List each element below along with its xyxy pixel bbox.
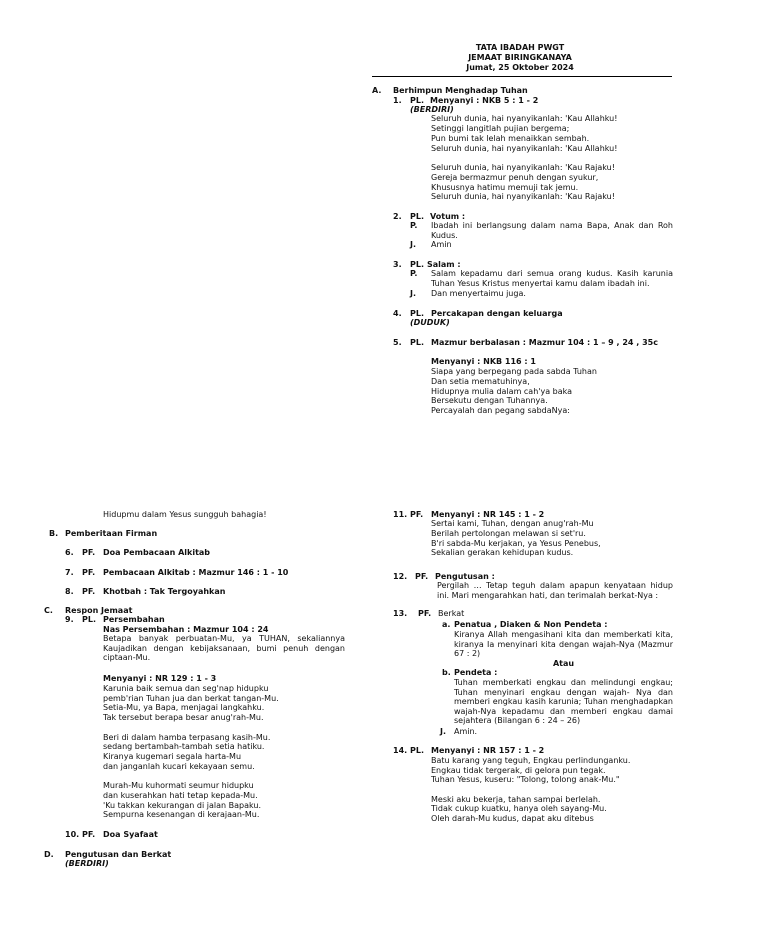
liturgy-text: Amin <box>431 240 452 249</box>
header-date: Jumat, 25 Oktober 2024 <box>466 63 574 72</box>
item-title: Persembahan <box>103 615 165 624</box>
leader-label: PL. <box>410 338 424 347</box>
lyric-line: Seluruh dunia, hai nyanyikanlah: 'Kau Rajaku! <box>431 192 615 201</box>
item-number: 8. <box>65 587 74 596</box>
leader-label: PL. <box>410 260 424 269</box>
leader-label: PL. <box>410 746 424 755</box>
item-number: 11. <box>393 510 408 519</box>
item-title: Khotbah : Tak Tergoyahkan <box>103 587 226 596</box>
leader-label: PF. <box>82 587 96 596</box>
lyric-line: dan janganlah kucari kekayaan semu. <box>103 762 255 771</box>
blessing-text: Kiranya Allah mengasihani kita dan memberkati kita, kiranya Ia menyinari kita dengan wajah-Nya (Mazmur 67 : 2) <box>454 630 673 659</box>
header-title-2: JEMAAT BIRINGKANAYA <box>468 53 572 62</box>
posture-note: (BERDIRI) <box>65 859 109 868</box>
nas-title: Nas Persembahan : Mazmur 104 : 24 <box>103 625 269 634</box>
lyric-line: Pun bumi tak lelah menaikkan sembah. <box>431 134 590 143</box>
lyric-line: Meski aku bekerja, tahan sampai berlelah. <box>431 795 601 804</box>
sub-label: a. <box>442 620 451 629</box>
item-number: 10. <box>65 830 80 839</box>
blessing-text: Tuhan memberkati engkau dan melindungi engkau; Tuhan menyinari engkau dengan wajah- Nya dan memberi engkau kasih karunia; Tuhan menghadapkan wajah-Nya kepadamu dan memberi engkau damai sejahtera (Bilangan 6 : 24 – 26) <box>454 678 673 726</box>
sub-title: Pendeta : <box>454 668 498 677</box>
lyric-line: pemb'rian Tuhan jua dan berkat tangan-Mu. <box>103 694 279 703</box>
section-title: Respon Jemaat <box>65 606 133 615</box>
liturgy-text: Salam kepadamu dari semua orang kudus. Kasih karunia Tuhan Yesus Kristus menyertai kamu dalam ibadah ini. <box>431 269 673 288</box>
leader-label: PL. <box>410 96 424 105</box>
song-title: Menyanyi : NKB 116 : 1 <box>431 357 536 366</box>
section-title: Berhimpun Menghadap Tuhan <box>393 86 528 95</box>
lyric-line: Sertai kami, Tuhan, dengan anug'rah-Mu <box>431 519 594 528</box>
lyric-line: Bersekutu dengan Tuhannya. <box>431 396 548 405</box>
lyric-line: Seluruh dunia, hai nyanyikanlah: 'Kau Allahku! <box>431 144 618 153</box>
item-number: 2. <box>393 212 402 221</box>
leader-label: PF. <box>418 609 432 618</box>
leader-label: PF. <box>82 830 96 839</box>
speaker-label: J. <box>410 289 417 298</box>
item-title: Mazmur berbalasan : Mazmur 104 : 1 – 9 , 24 , 35c <box>431 338 658 347</box>
lyric-line: Seluruh dunia, hai nyanyikanlah: 'Kau Rajaku! <box>431 163 615 172</box>
lyric-line: Engkau tidak tergerak, di gelora pun tegak. <box>431 766 606 775</box>
posture-note: (DUDUK) <box>410 318 450 327</box>
item-number: 6. <box>65 548 74 557</box>
item-title: Doa Pembacaan Alkitab <box>103 548 211 557</box>
lyric-line: Murah-Mu kuhormati seumur hidupku <box>103 781 254 790</box>
lyric-line: Tidak cukup kuatku, hanya oleh sayang-Mu. <box>431 804 607 813</box>
item-number: 3. <box>393 260 402 269</box>
item-number: 9. <box>65 615 74 624</box>
section-title: Pengutusan dan Berkat <box>65 850 172 859</box>
liturgy-text: Dan menyertaimu juga. <box>431 289 526 298</box>
sub-label: b. <box>442 668 451 677</box>
posture-note: (BERDIRI) <box>410 105 454 114</box>
item-title: Doa Syafaat <box>103 830 158 839</box>
lyric-line: 'Ku takkan kekurangan di jalan Bapaku. <box>103 801 261 810</box>
liturgy-text: Amin. <box>454 727 478 736</box>
song-title: Menyanyi : NR 129 : 1 - 3 <box>103 674 217 683</box>
lyric-line: Khususnya hatimu memuji tak jemu. <box>431 183 579 192</box>
liturgy-text: Pergilah … Tetap teguh dalam apapun kenyataan hidup ini. Mari mengarahkan hati, dan terimalah berkat-Nya : <box>437 581 673 600</box>
section-letter: C. <box>44 606 53 615</box>
speaker-label: P. <box>410 269 418 278</box>
lyric-line: Dan setia mematuhinya, <box>431 377 530 386</box>
lyric-line: Hidupmu dalam Yesus sungguh bahagia! <box>103 510 267 519</box>
item-number: 13. <box>393 609 408 618</box>
sub-title: Penatua , Diaken & Non Pendeta : <box>454 620 608 629</box>
item-number: 14. <box>393 746 408 755</box>
item-title: Percakapan dengan keluarga <box>431 309 563 318</box>
lyric-line: Sekalian gerakan kehidupan kudus. <box>431 548 574 557</box>
item-number: 7. <box>65 568 74 577</box>
section-letter: B. <box>49 529 59 538</box>
lyric-line: B'ri sabda-Mu kerjakan, ya Yesus Penebus, <box>431 539 601 548</box>
item-title: Menyanyi : NR 157 : 1 - 2 <box>431 746 545 755</box>
or-label: Atau <box>552 659 575 668</box>
lyric-line: sedang bertambah-tambah setia hatiku. <box>103 742 265 751</box>
lyric-line: Setinggi langitlah pujian bergema; <box>431 124 570 133</box>
item-number: 12. <box>393 572 408 581</box>
leader-label: PF. <box>82 548 96 557</box>
section-letter: D. <box>44 850 54 859</box>
item-title: Pembacaan Alkitab : Mazmur 146 : 1 - 10 <box>103 568 289 577</box>
item-title: Menyanyi : NR 145 : 1 - 2 <box>431 510 545 519</box>
item-title: Berkat <box>438 609 465 618</box>
leader-label: PF. <box>82 568 96 577</box>
lyric-line: Batu karang yang teguh, Engkau perlindunganku. <box>431 756 631 765</box>
item-number: 5. <box>393 338 402 347</box>
lyric-line: Percayalah dan pegang sabdaNya: <box>431 406 570 415</box>
lyric-line: Setia-Mu, ya Bapa, menjagai langkahku. <box>103 703 265 712</box>
lyric-line: Oleh darah-Mu kudus, dapat aku ditebus <box>431 814 594 823</box>
liturgy-text: Ibadah ini berlangsung dalam nama Bapa, Anak dan Roh Kudus. <box>431 221 673 240</box>
section-title: Pemberitaan Firman <box>65 529 158 538</box>
speaker-label: J. <box>440 727 447 736</box>
lyric-line: dan kuserahkan hati tetap kepada-Mu. <box>103 791 258 800</box>
leader-label: PL. <box>82 615 96 624</box>
lyric-line: Kiranya kugemari segala harta-Mu <box>103 752 242 761</box>
leader-label: PL. <box>410 212 424 221</box>
lyric-line: Sempurna kesenangan di kerajaan-Mu. <box>103 810 260 819</box>
nas-text: Betapa banyak perbuatan-Mu, ya TUHAN, sekaliannya Kaujadikan dengan kebijaksanaan, bumi penuh dengan ciptaan-Mu. <box>103 634 345 663</box>
lyric-line: Beri di dalam hamba terpasang kasih-Mu. <box>103 733 271 742</box>
item-title: Votum : <box>430 212 466 221</box>
lyric-line: Hidupnya mulia dalam cah'ya baka <box>431 387 573 396</box>
lyric-line: Siapa yang berpegang pada sabda Tuhan <box>431 367 597 376</box>
lyric-line: Gereja bermazmur penuh dengan syukur, <box>431 173 599 182</box>
leader-label: PL. <box>410 309 424 318</box>
item-title: Pengutusan : <box>435 572 495 581</box>
item-number: 4. <box>393 309 402 318</box>
leader-label: PF. <box>415 572 429 581</box>
section-letter: A. <box>372 86 382 95</box>
lyric-line: Seluruh dunia, hai nyanyikanlah: 'Kau Allahku! <box>431 114 618 123</box>
lyric-line: Karunia baik semua dan seg'nap hidupku <box>103 684 269 693</box>
leader-label: PF. <box>410 510 424 519</box>
header-title-1: TATA IBADAH PWGT <box>475 43 565 52</box>
item-title: Salam : <box>427 260 461 269</box>
item-number: 1. <box>393 96 402 105</box>
lyric-line: Tak tersebut berapa besar anug'rah-Mu. <box>103 713 264 722</box>
item-title: Menyanyi : NKB 5 : 1 - 2 <box>430 96 539 105</box>
lyric-line: Berilah pertolongan melawan si set'ru. <box>431 529 586 538</box>
speaker-label: J. <box>410 240 417 249</box>
lyric-line: Tuhan Yesus, kuseru: "Tolong, tolong anak-Mu." <box>431 775 620 784</box>
speaker-label: P. <box>410 221 418 230</box>
header-divider <box>372 76 672 77</box>
